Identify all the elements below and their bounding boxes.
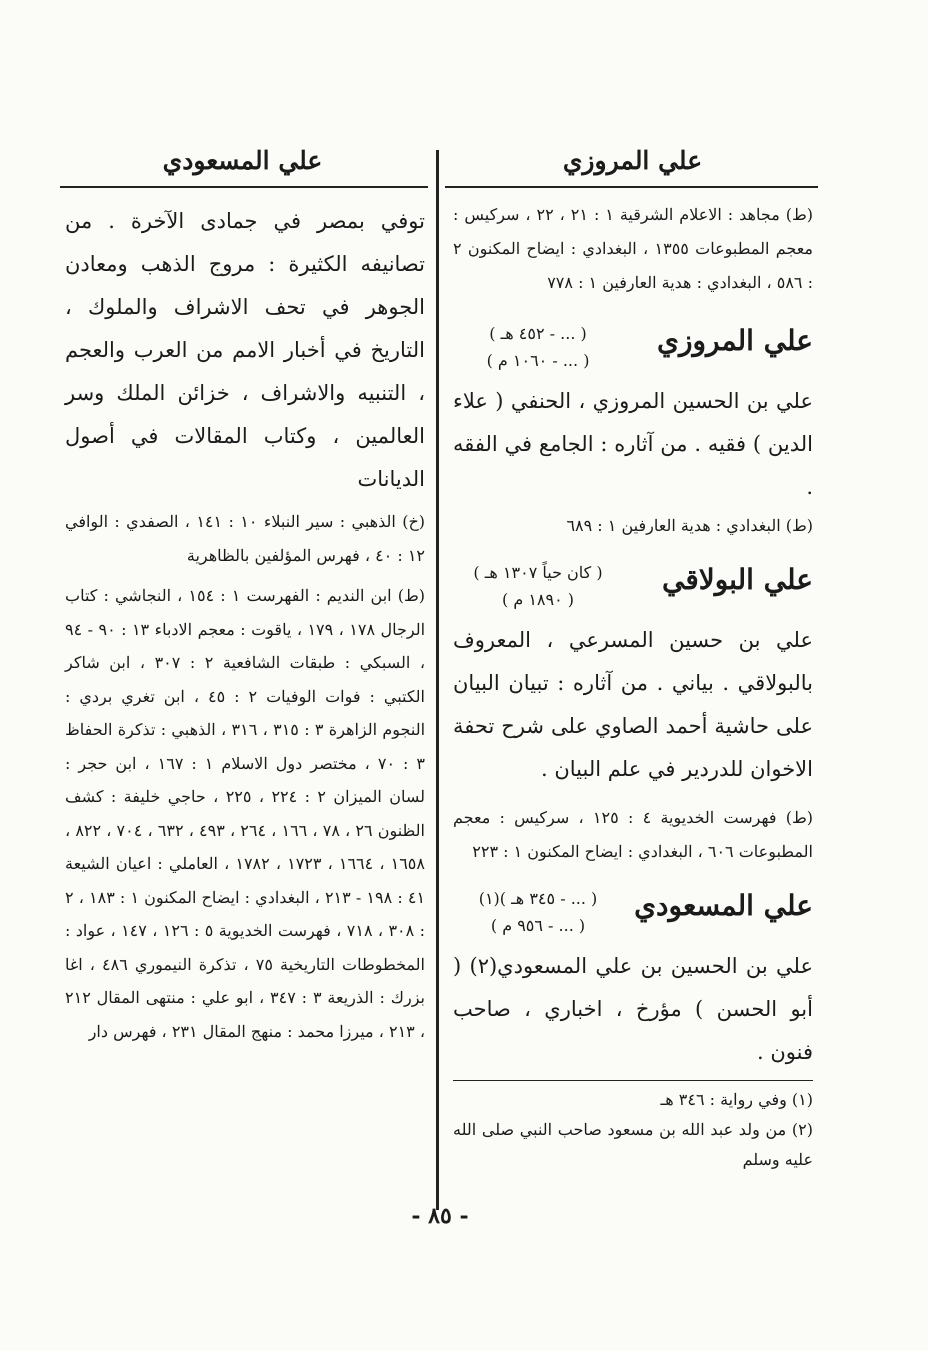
header-rule-right <box>445 186 818 188</box>
entry-text: علي بن الحسين المروزي ، الحنفي ( علاء الدين ) فقيه . من آثاره : الجامع في الفقه . <box>453 389 813 499</box>
entry-text: علي بن الحسين بن علي المسعودي(٢) ( أبو الحسن ) مؤرخ ، اخباري ، صاحب فنون . <box>453 954 813 1064</box>
entry-dates <box>453 559 623 613</box>
top-sources: (ط) مجاهد : الاعلام الشرقية ١ : ٢١ ، ٢٢ ، سركيس : معجم المطبوعات ١٣٥٥ ، البغدادي : ايضاح المكنون ٢ : ٥٨٦ ، البغدادي : هدية العارفين ١ : ٧٧٨ <box>453 205 814 292</box>
entry-name: علي المسعودي <box>634 889 813 922</box>
entry-name: علي المروزي <box>657 324 813 357</box>
column-divider <box>436 150 439 1210</box>
entry-sources: (ط) فهرست الخديوية ٤ : ١٢٥ ، سركيس : معجم المطبوعات ٦٠٦ ، البغدادي : ايضاح المكنون ١ : ٢٢٣ <box>453 808 814 861</box>
gregorian-date: ( ... - ١٠٦٠ م ) <box>486 351 590 370</box>
footnote: (١) وفي رواية : ٣٤٦ هـ <box>660 1090 813 1109</box>
page-number: - ٨٥ - <box>411 1203 469 1229</box>
manuscript-sources: (خ) الذهبي : سير النبلاء ١٠ : ١٤١ ، الصفدي : الوافي ١٢ : ٤٠ ، فهرس المؤلفين بالظاهرية <box>65 512 426 565</box>
printed-sources: (ط) ابن النديم : الفهرست ١ : ١٥٤ ، النجاشي : كتاب الرجال ١٧٨ ، ١٧٩ ، ياقوت : معجم الادباء ١٣ : ٩٠ - ٩٤ ، السبكي : طبقات الشافعية ٢ : ٣٠٧ ، ابن شاكر الكتبي : فوات الوفيات ٢ : ٤٥ ، ابن تغري بردي : النجوم الزاهرة ٣ : ٣١٥ ، ٣١٦ ، الذهبي : تذكرة الحفاظ ٣ : ٧٠ ، مختصر دول الاسلام ١ : ١٦٧ ، ابن حجر : لسان الميزان ٢ : ٢٢٤ ، ٢٢٥ ، حاجي خليفة : كشف الظنون ٢٦ ، ٧٨ ، ١٦٦ ، ٢٦٤ ، ٤٩٣ ، ٦٣٢ ، ٧٠٤ ، ٨٢٢ ، ١٦٥٨ ، ١٦٦٤ ، ١٧٢٣ ، ١٧٨٢ ، العاملي : اعيان الشيعة ٤١ : ١٩٨ - ٢١٣ ، البغدادي : ايضاح المكنون ١ : ١٨٣ ، ٢ : ٣٠٨ ، ٧١٨ ، فهرست الخديوية ٥ : ١٢٦ ، ١٤٧ ، عواد : المخطوطات التاريخية ٧٥ ، تذكرة النيموري ٤٨٦ ، اغا بزرك : الذريعة ٣ : ٣٤٧ ، ابو علي : منتهى المقال ٢١٢ ، ٢١٣ ، ميرزا محمد : منهج المقال ٢٣١ ، فهرس دار <box>65 586 426 1041</box>
hijri-date: ( ... - ٣٤٥ هـ )(١) <box>478 889 598 908</box>
entry-heading <box>453 557 813 619</box>
footnotes <box>453 1085 813 1175</box>
header-rule-left <box>60 186 428 188</box>
left-column-header: علي المسعودي <box>162 146 323 175</box>
hijri-date: ( ... - ٤٥٢ هـ ) <box>489 324 587 343</box>
gregorian-date: ( ١٨٩٠ م ) <box>501 590 575 609</box>
right-column-header: علي المروزي <box>562 146 703 175</box>
entry-text: علي بن حسين المسرعي ، المعروف بالبولاقي . بياني . من آثاره : تبيان البيان على حاشية أحمد الصاوي على شرح تحفة الاخوان للدردير في علم البيان . <box>453 628 813 781</box>
left-column <box>65 200 425 1048</box>
entry-dates <box>453 320 623 374</box>
entry-continuation-text: توفي بمصر في جمادى الآخرة . من تصانيفه الكثيرة : مروج الذهب ومعادن الجوهر في تحف الاشراف والملوك ، التاريخ في أخبار الامم من العرب والعجم ، التنبيه والاشراف ، خزائن الملك وسر العالمين ، وكتاب المقالات في أصول الديانات <box>65 209 425 491</box>
entry-dates <box>453 885 623 939</box>
footnote-rule <box>453 1080 813 1081</box>
gregorian-date: ( ... - ٩٥٦ م ) <box>490 916 586 935</box>
hijri-date: ( كان حياً ١٣٠٧ هـ ) <box>473 563 603 582</box>
entry-heading <box>453 883 813 945</box>
footnote: (٢) من ولد عبد الله بن مسعود صاحب النبي صلى الله عليه وسلم <box>453 1120 813 1169</box>
entry-heading <box>453 318 813 380</box>
right-column <box>453 198 813 1175</box>
entry-sources: (ط) البغدادي : هدية العارفين ١ : ٦٨٩ <box>566 516 813 535</box>
entry-name: علي البولاقي <box>662 563 813 596</box>
